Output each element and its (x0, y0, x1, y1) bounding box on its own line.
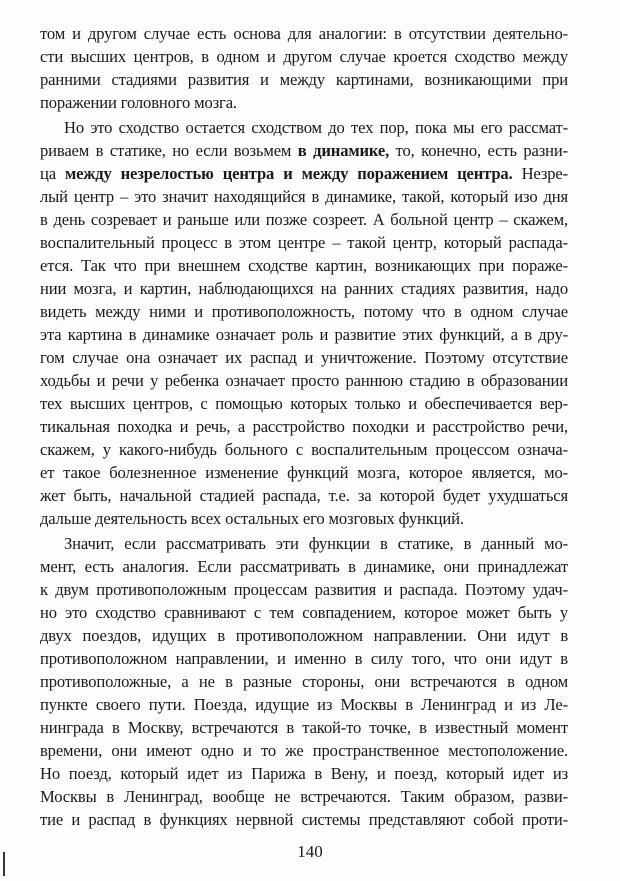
text-run: то, конечно, есть разни- (389, 141, 568, 160)
text-line-mixed (40, 141, 568, 161)
text-line: ет такое болезненное изменение функций мозга, которое является, мо- (40, 463, 568, 482)
text-line: Значит, если рассматривать эти функции в статике, в данный мо- (64, 534, 568, 553)
text-line: дальше деятельность всех остальных его мозговых функций. (40, 509, 464, 528)
bold-emphasis: в динамике, (297, 141, 390, 160)
text-line: нинграда в Москву, встречаются в такой-то точке, в известный момент (40, 718, 568, 737)
page-number: 140 (297, 842, 323, 861)
bold-emphasis: между незрелостью центра и между поражением центра. (64, 164, 513, 183)
text-line: скажем, у какого-нибудь больного с воспалительным процессом означа- (40, 440, 568, 459)
text-line-mixed (40, 164, 568, 184)
text-line: противоположные, а не в разные стороны, они встречаются в одном (40, 672, 568, 691)
text-line: тикальная походка и речь, а расстройство походки и расстройство речи, (40, 417, 568, 436)
text-line: противоположном направлении, и именно в силу того, что они идут в (40, 649, 568, 668)
text-line: нии мозга, и картин, наблюдающихся на ранних стадиях развития, надо (40, 279, 568, 298)
text-line: поражении головного мозга. (40, 93, 237, 112)
scan-edge-mark (3, 852, 5, 876)
text-line: сти высших центров, в одном и другом случае кроется сходство между (40, 47, 568, 66)
text-run: риваем в статике, но если возьмем (40, 141, 298, 160)
text-run: Незре- (512, 164, 568, 183)
text-line: лый центр – это значит находящийся в динамике, такой, который изо дня (40, 187, 568, 206)
text-line: видеть между ними и противоположность, потому что в одном случае (40, 302, 568, 321)
text-line: жет быть, начальной стадией распада, т.е. за которой будет ухудшаться (40, 486, 568, 505)
text-line: в день созревает и раньше или позже созреет. А больной центр – скажем, (40, 210, 568, 229)
text-line: гом случае она означает их распад и уничтожение. Поэтому отсутствие (40, 348, 568, 367)
text-line: двух поездов, идущих в противоположном направлении. Они идут в (40, 626, 568, 645)
text-line: воспалительный процесс в этом центре – такой центр, который распада- (40, 233, 568, 252)
text-line: к двум противоположным процессам развития и распада. Поэтому удач- (40, 580, 568, 599)
text-line: эта картина в динамике означает роль и развитие этих функций, а в дру- (40, 325, 568, 344)
text-line: ется. Так что при внешнем сходстве картин, возникающих при пораже- (40, 256, 568, 275)
text-line: ходьбы и речи у ребенка означает просто раннюю стадию в образовании (40, 371, 568, 390)
text-line: времени, они имеют одно и то же пространственное местоположение. (40, 741, 568, 760)
text-line: тех высших центров, с помощью которых только и обеспечивается вер- (40, 394, 568, 413)
text-line: пункте своего пути. Поезда, идущие из Москвы в Ленинград и из Ле- (40, 695, 568, 714)
text-line: мент, есть аналогия. Если рассматривать в динамике, они принадлежат (40, 557, 568, 576)
text-line: Но поезд, который идет из Парижа в Вену, и поезд, который идет из (40, 764, 568, 783)
text-line: но это сходство сравнивают с тем совпадением, которое может быть у (40, 603, 568, 622)
text-line: Москвы в Ленинград, вообще не встречаются. Таким образом, разви- (40, 787, 568, 806)
text-line: тие и распад в функциях нервной системы представляют собой проти- (40, 810, 568, 829)
text-run: ца (40, 164, 65, 183)
text-line: том и другом случае есть основа для аналогии: в отсутствии деятельно- (40, 24, 568, 43)
text-line: ранними стадиями развития и между картинами, возникающими при (40, 70, 568, 89)
text-line: Но это сходство остается сходством до тех пор, пока мы его рассмат- (64, 118, 568, 137)
